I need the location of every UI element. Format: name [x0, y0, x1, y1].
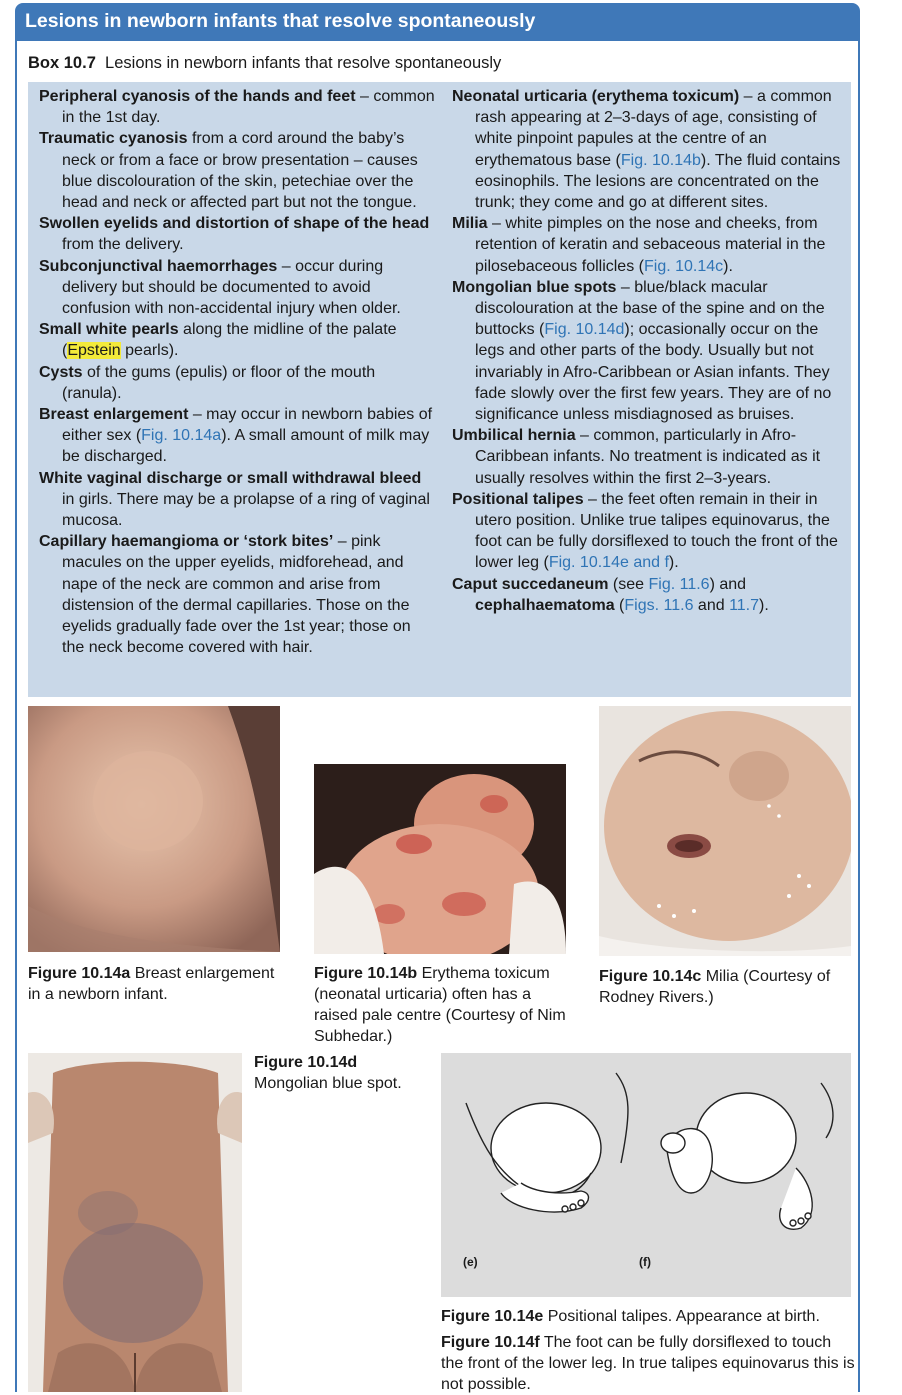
- figure-link[interactable]: Fig. 10.14c: [643, 257, 724, 275]
- list-item: Capillary haemangioma or ‘stork bites’ – pink macules on the upper eyelids, midforehead, and nape of the neck are common and arise from distension of the dermal capillaries. Those on the eyelids gradually fade over the 1st year; those on the neck become covered with hair.: [39, 533, 411, 657]
- figure-10-14b-photo: [314, 764, 566, 954]
- figure-10-14ef-illustration: [441, 1053, 851, 1297]
- box-panel: [28, 82, 851, 697]
- list-item: Neonatal urticaria (erythema toxicum) – a common rash appearing at 2–3-days of age, consisting of white pinpoint papules at the centre of an erythematous base (Fig. 10.14b). The fluid contains eosinophils. The lesions are concentrated on the trunk; they come and go at different sites.: [452, 88, 841, 212]
- section-header: [15, 3, 860, 41]
- figure-link[interactable]: Fig. 10.14a: [141, 427, 222, 445]
- figure-label: Figure 10.14d: [254, 1054, 358, 1071]
- figure-10-14d-caption: Figure 10.14d Mongolian blue spot.: [254, 1054, 402, 1092]
- list-item: Caput succedaneum (see Fig. 11.6) and cephalhaematoma (Figs. 11.6 and 11.7).: [452, 575, 769, 614]
- box-left-column: [39, 86, 435, 658]
- list-item: Umbilical hernia – common, particularly in Afro-Caribbean infants. No treatment is indicated as it usually resolves within the first 2–3-years.: [452, 427, 821, 487]
- figure-link[interactable]: 11.7: [729, 596, 760, 614]
- box-number: Box 10.7: [28, 54, 96, 72]
- figure-10-14a-photo: [28, 706, 280, 952]
- figure-label: Figure 10.14a: [28, 965, 131, 982]
- frame-left-rule: [15, 41, 17, 1392]
- list-item: Positional talipes – the feet often remain in their in utero position. Unlike true talipes equinovarus, the foot can be fully dorsiflexed to touch the front of the lower leg (Fig. 10.14e and f).: [452, 490, 838, 572]
- list-item: Peripheral cyanosis of the hands and feet – common in the 1st day.: [39, 88, 435, 127]
- figure-link[interactable]: Fig. 11.6: [648, 575, 710, 593]
- figure-10-14b-caption: Figure 10.14b Erythema toxicum (neonatal urticaria) often has a raised pale centre (Courtesy of Nim Subhedar.): [314, 965, 566, 1045]
- panel-label-f: (f): [639, 1255, 651, 1269]
- list-item: Swollen eyelids and distortion of shape of the head from the delivery.: [39, 215, 430, 254]
- figure-label: Figure 10.14e: [441, 1308, 544, 1325]
- figure-10-14f-caption: Figure 10.14f The foot can be fully dorsiflexed to touch the front of the lower leg. In true talipes equinovarus this is not possible.: [441, 1334, 855, 1393]
- figure-10-14c-photo: [599, 706, 851, 956]
- figure-label: Figure 10.14c: [599, 968, 702, 985]
- figure-10-14e-caption: Figure 10.14e Positional talipes. Appearance at birth.: [441, 1308, 820, 1325]
- list-item: Cysts of the gums (epulis) or floor of the mouth (ranula).: [39, 363, 376, 402]
- figure-10-14c-caption: Figure 10.14c Milia (Courtesy of Rodney Rivers.): [599, 968, 831, 1006]
- list-item: Mongolian blue spots – blue/black macular discolouration at the base of the spine and on the buttocks (Fig. 10.14d); occasionally occur on the legs and other parts of the body. Usually but not invariably in Afro-Caribbean or Asian infants. They fade slowly over the first few years. They are of no significance unless misdiagnosed as bruises.: [452, 278, 832, 424]
- box-title-text: Lesions in newborn infants that resolve spontaneously: [105, 54, 502, 72]
- list-item: Small white pearls along the midline of the palate (Epstein pearls).: [39, 321, 397, 360]
- box-right-column: [452, 86, 848, 616]
- list-item: Traumatic cyanosis from a cord around the baby’s neck or from a face or brow presentation – causes blue discolouration of the skin, petechiae over the head and neck or affected part but not the tongue.: [39, 130, 418, 212]
- frame-right-rule: [858, 41, 860, 1392]
- figure-10-14d-photo: [28, 1053, 242, 1392]
- list-item: Milia – white pimples on the nose and cheeks, from retention of keratin and sebaceous material in the pilosebaceous follicles (Fig. 10.14c).: [452, 215, 826, 275]
- figure-label: Figure 10.14b: [314, 965, 418, 982]
- list-item: Breast enlargement – may occur in newborn babies of either sex (Fig. 10.14a). A small amount of milk may be discharged.: [39, 406, 433, 466]
- figure-link[interactable]: Fig. 10.14e and f: [548, 554, 669, 572]
- figure-10-14a-caption: Figure 10.14a Breast enlargement in a newborn infant.: [28, 965, 275, 1003]
- list-item: Subconjunctival haemorrhages – occur during delivery but should be documented to avoid confusion with non-accidental injury when older.: [39, 257, 401, 318]
- figure-link[interactable]: Fig. 10.14d: [544, 321, 625, 339]
- box-title: [28, 54, 501, 73]
- highlighted-term: Epstein: [67, 342, 121, 360]
- list-item: White vaginal discharge or small withdrawal bleed in girls. There may be a prolapse of a ring of vaginal mucosa.: [39, 469, 430, 530]
- figure-link[interactable]: Fig. 10.14b: [620, 151, 701, 169]
- section-title: Lesions in newborn infants that resolve spontaneously: [25, 10, 536, 32]
- figure-link[interactable]: Figs. 11.6: [624, 596, 694, 614]
- panel-label-e: (e): [463, 1255, 478, 1269]
- figure-label: Figure 10.14f: [441, 1334, 540, 1351]
